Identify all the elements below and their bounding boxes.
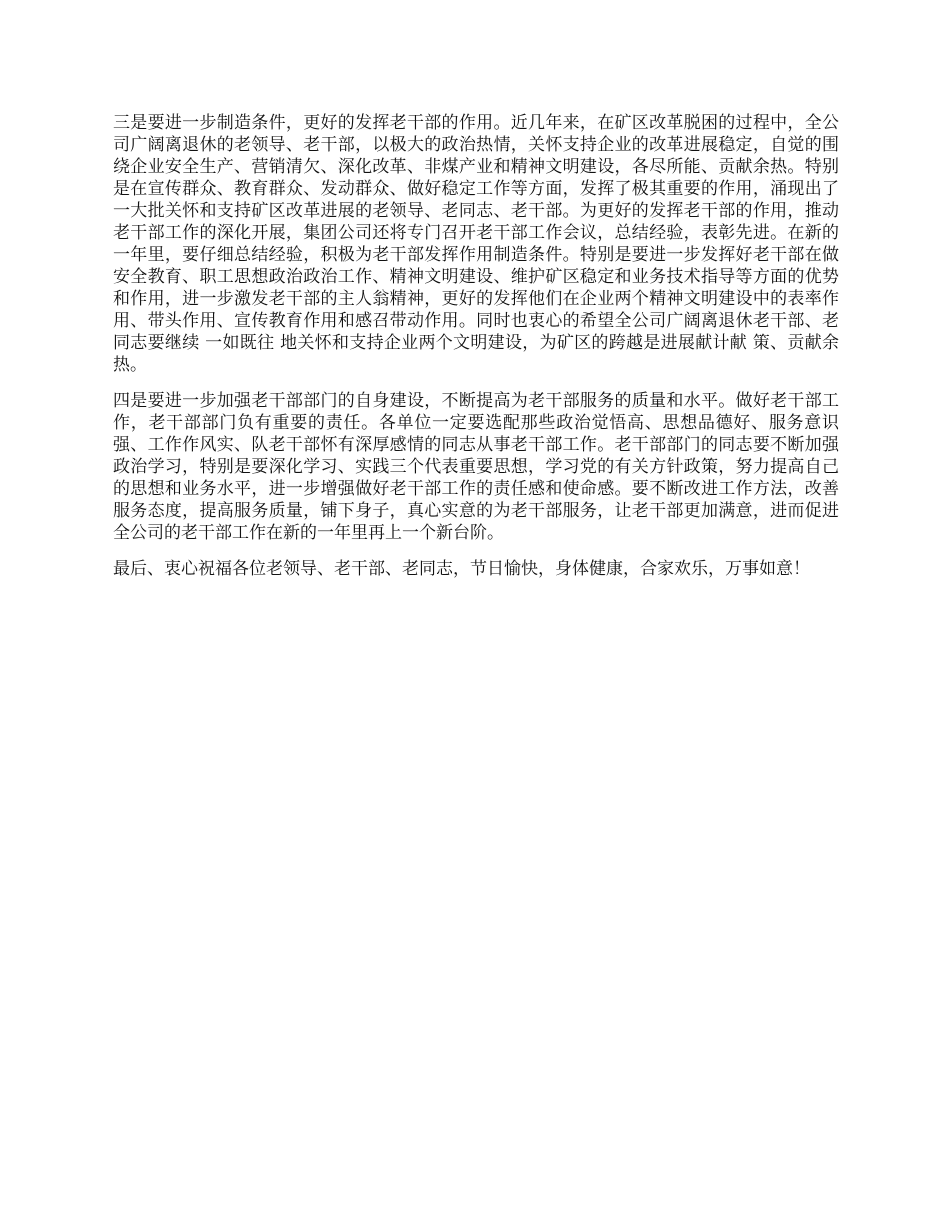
paragraph-closing: 最后、衷心祝福各位老领导、老干部、老同志，节日愉快，身体健康，合家欢乐，万事如意！ bbox=[113, 559, 810, 579]
paragraph-four: 四是要进一步加强老干部部门的自身建设，不断提高为老干部服务的质量和水平。做好老干部工作，老干部部门负有重要的责任。各单位一定要选配那些政治觉悟高、思想品德好、服务意识强、工作作风实、队老干部怀有深厚感情的同志从事老干部工作。老干部部门的同志要不断加强政治学习，特别是要深化学习、实践三个代表重要思想，学习党的有关方针政策，努力提高自己的思想和业务水平，进一步增强做好老干部工作的责任感和使命感。要不断改进工作方法，改善服务态度，提高服务质量，铺下身子，真心实意的为老干部服务，让老干部更加满意，进而促进全公司的老干部工作在新的一年里再上一个新台阶。 bbox=[113, 391, 839, 543]
paragraph-three: 三是要进一步制造条件，更好的发挥老干部的作用。近几年来，在矿区改革脱困的过程中，全公司广阔离退休的老领导、老干部，以极大的政治热情，关怀支持企业的改革进展稳定，自觉的围绕企业安全生产、营销清欠、深化改革、非煤产业和精神文明建设，各尽所能、贡献余热。特别是在宣传群众、教育群众、发动群众、做好稳定工作等方面，发挥了极其重要的作用，涌现出了一大批关怀和支持矿区改革进展的老领导、老同志、老干部。为更好的发挥老干部的作用，推动老干部工作的深化开展，集团公司还将专门召开老干部工作会议，总结经验，表彰先进。在新的一年里，要仔细总结经验，积极为老干部发挥作用制造条件。特别是要进一步发挥好老干部在做安全教育、职工思想政治政治工作、精神文明建设、维护矿区稳定和业务技术指导等方面的优势和作用，进一步激发老干部的主人翁精神，更好的发挥他们在企业两个精神文明建设中的表率作用、带头作用、宣传教育作用和感召带动作用。同时也衷心的希望全公司广阔离退休老干部、老同志要继续 一如既往 地关怀和支持企业两个文明建设，为矿区的跨越是进展献计献 策、贡献余热。 bbox=[113, 113, 839, 375]
document-body bbox=[113, 112, 839, 594]
